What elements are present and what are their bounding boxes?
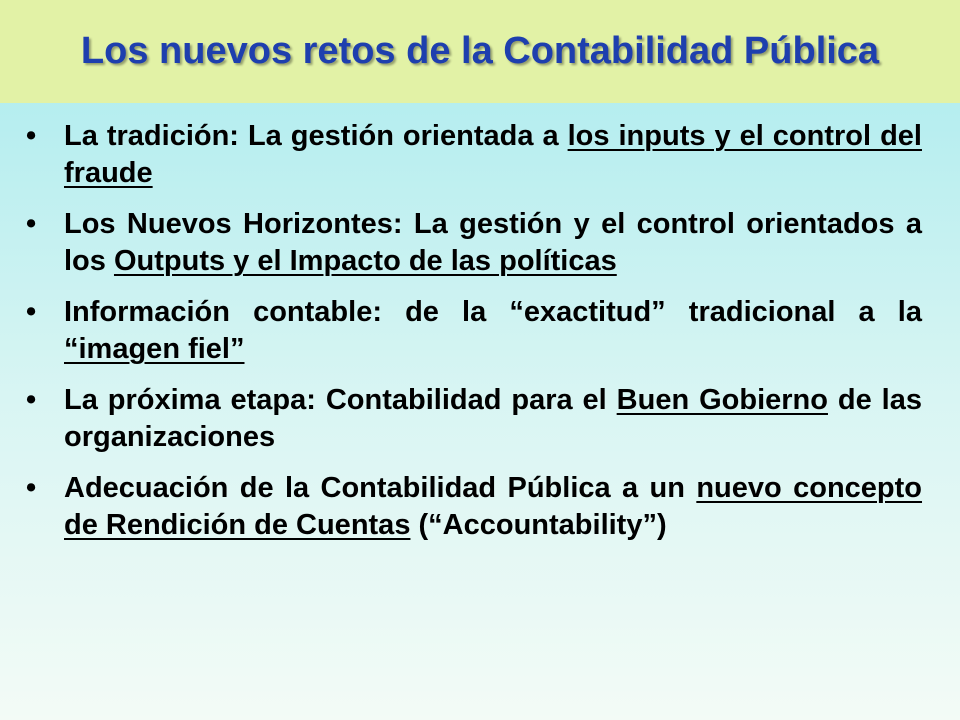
bullet-marker: •: [26, 208, 37, 240]
text-run: de las organizaciones: [64, 384, 922, 453]
underlined-text-run: nuevo concepto de Rendición de Cuentas: [64, 472, 923, 541]
bullet-item-nuevos-horizontes: [26, 206, 922, 280]
underlined-text-run: “imagen fiel”: [64, 333, 245, 365]
bullet-text: [64, 206, 922, 280]
bullet-item-proxima-etapa: [26, 382, 922, 456]
text-run: Información contable: de la “exactitud” tradicional a la: [64, 296, 922, 328]
slide-title: Los nuevos retos de la Contabilidad Pública: [80, 30, 880, 72]
underlined-text-run: Buen Gobierno: [616, 384, 828, 416]
text-run: (“Accountability”): [410, 509, 667, 541]
text-run: La tradición: La gestión orientada a: [64, 120, 568, 152]
bullet-item-adecuacion: [26, 470, 922, 544]
bullet-marker: •: [26, 296, 37, 328]
text-run: Adecuación de la Contabilidad Pública a un: [64, 472, 697, 504]
bullet-text: [64, 470, 922, 544]
bullet-marker: •: [26, 384, 37, 416]
bullet-item-tradicion: [26, 118, 922, 192]
bullet-text: [64, 118, 922, 192]
bullet-item-informacion-contable: [26, 294, 922, 368]
text-run: Los Nuevos Horizontes: La gestión y el control orientados a los: [64, 208, 922, 277]
bullet-marker: •: [26, 120, 37, 152]
bullet-list: [26, 118, 922, 558]
text-run: La próxima etapa: Contabilidad para el: [64, 384, 617, 416]
underlined-text-run: Outputs y el Impacto de las políticas: [113, 245, 617, 277]
underlined-text-run: los inputs y el control del fraude: [64, 120, 922, 189]
bullet-text: [64, 294, 922, 368]
bullet-text: [64, 382, 922, 456]
bullet-marker: •: [26, 472, 37, 504]
